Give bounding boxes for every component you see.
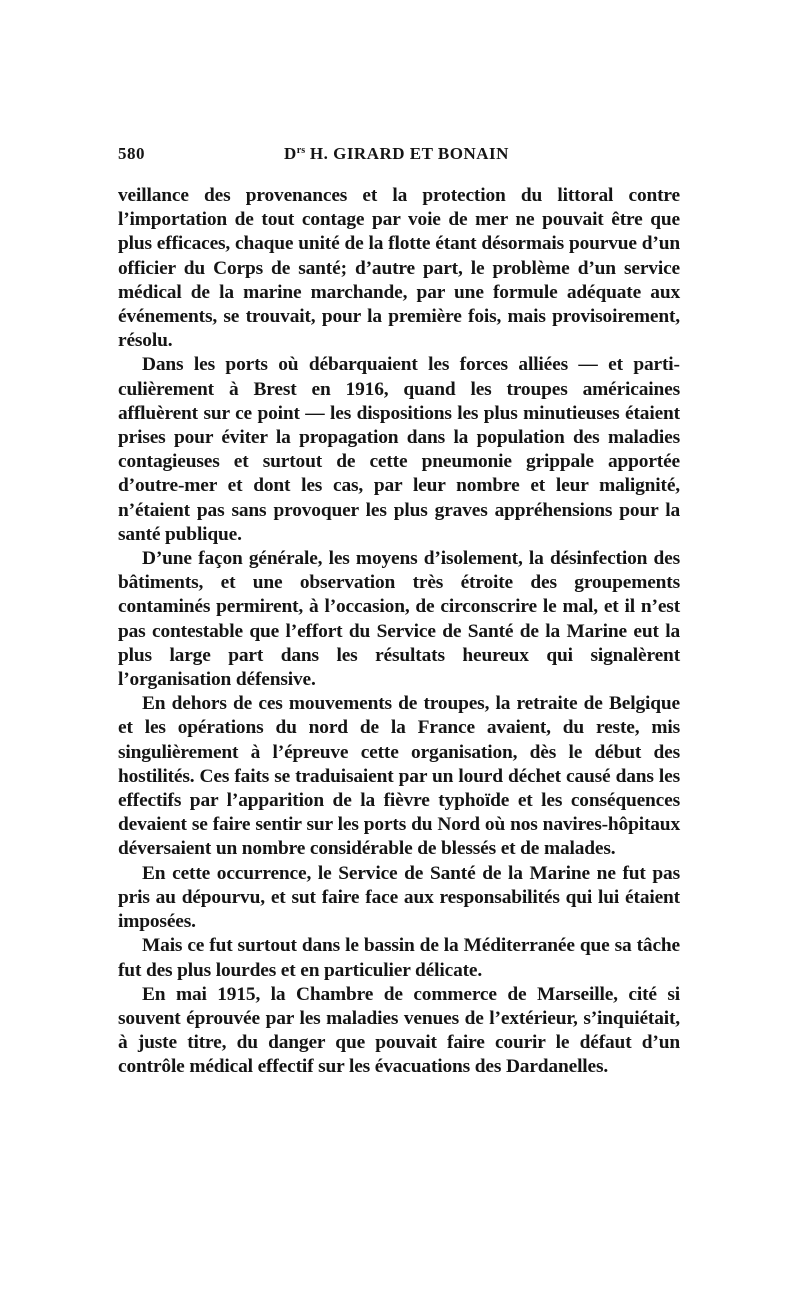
running-title-authors: H. GIRARD ET BONAIN xyxy=(305,144,509,163)
running-head xyxy=(118,144,680,170)
running-title-prefix: D xyxy=(284,144,297,163)
paragraph: En mai 1915, la Chambre de commerce de Marseille, cité si souvent éprouvée par les maladies venues de l’extérieur, s’inquiétait, à juste titre, du danger que pouvait faire courir le défaut d’un contrôle médical effectif sur les évacuations des Dardanelles. xyxy=(118,983,680,1078)
page-number: 580 xyxy=(118,144,145,163)
running-title-superscript: rs xyxy=(296,145,306,156)
paragraph: En dehors de ces mouvements de troupes, la retraite de Belgique et les opérations du nord de la France avaient, du reste, mis singulièrement à l’épreuve cette organisation, dès le début des hostilités. Ces faits se traduisaient par un lourd déchet causé dans les effectifs par l’apparition de la fièvre typhoïde et les conséquences devaient se faire sentir sur les ports du Nord où nos navires-hôpitaux déversaient un nombre considérable de blessés et de malades. xyxy=(118,693,680,860)
book-page xyxy=(118,144,680,1080)
paragraph-continuation: veillance des provenances et la protection du littoral contre l’importation de tout contage par voie de mer ne pouvait être que plus efficaces, chaque unité de la flotte étant désormais pourvue d’un officier du Corps de santé; d’autre part, le problème d’un service médical de la marine marchande, par une formule adéquate aux événements, se trouvait, pour la première fois, mais provisoirement, résolu. xyxy=(118,185,680,352)
paragraph: D’une façon générale, les moyens d’isolement, la désinfection des bâtiments, et une observation très étroite des groupements contaminés permirent, à l’occasion, de circonscrire le mal, et il n’est pas contestable que l’effort du Service de Santé de la Marine eut la plus large part dans les résultats heureux qui signalèrent l’organisation défensive. xyxy=(118,548,680,691)
body-text xyxy=(118,184,680,1080)
paragraph: En cette occurrence, le Service de Santé de la Marine ne fut pas pris au dépourvu, et sut faire face aux responsabilités qui lui étaient imposées. xyxy=(118,862,680,933)
running-title xyxy=(284,144,509,164)
paragraph: Mais ce fut surtout dans le bassin de la Méditerranée que sa tâche fut des plus lourdes et en particulier délicate. xyxy=(118,935,680,981)
paragraph: Dans les ports où débarquaient les forces alliées — et particulièrement à Brest en 1916, quand les troupes américaines affluèrent sur ce point — les dispositions les plus minutieuses étaient prises pour éviter la propagation dans la population des maladies contagieuses et surtout de cette pneumonie grippale apportée d’outre-mer et dont les cas, par leur nombre et leur malignité, n’étaient pas sans provoquer les plus graves appréhensions pour la santé publique. xyxy=(118,354,680,545)
